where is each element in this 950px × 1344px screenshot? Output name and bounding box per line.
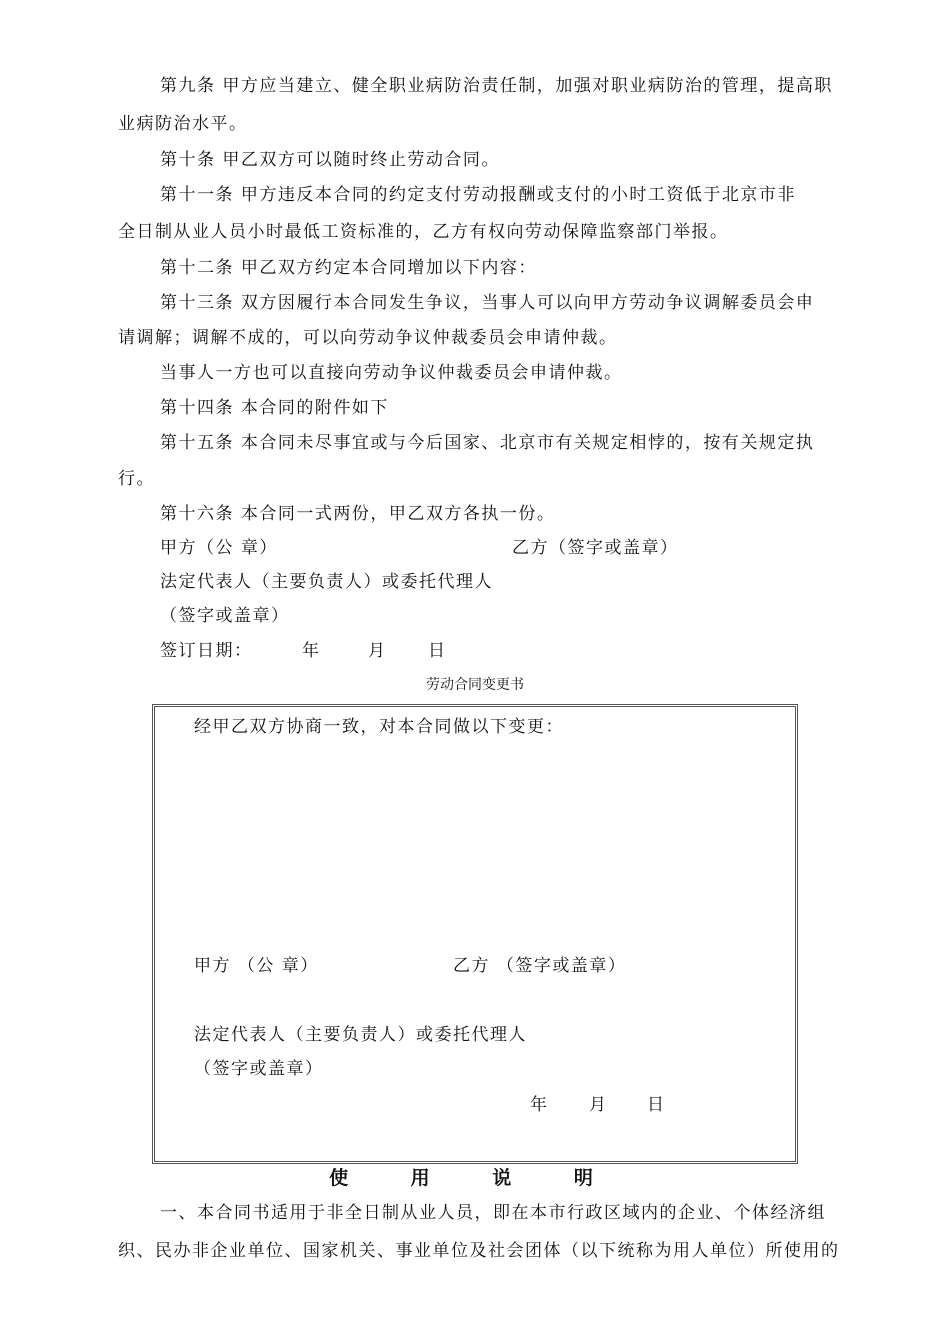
sign-or-seal: （签字或盖章）	[160, 606, 290, 626]
article-13-line-3: 当事人一方也可以直接向劳动争议仲裁委员会申请仲裁。	[160, 363, 623, 383]
article-16: 第十六条 本合同一式两份，甲乙双方各执一份。	[160, 504, 556, 524]
party-b-signature: 乙方（签字或盖章）	[512, 538, 679, 558]
article-11-line-1: 第十一条 甲方违反本合同的约定支付劳动报酬或支付的小时工资低于北京市非	[160, 185, 796, 205]
article-10: 第十条 甲乙双方可以随时终止劳动合同。	[160, 150, 500, 170]
article-9-line-1: 第九条 甲方应当建立、健全职业病防治责任制，加强对职业病防治的管理，提高职	[160, 76, 833, 96]
instructions-heading: 使 用 说 明	[329, 1167, 621, 1189]
article-13-line-1: 第十三条 双方因履行本合同发生争议，当事人可以向甲方劳动争议调解委员会申	[160, 293, 815, 313]
article-15-line-2: 行。	[118, 469, 155, 489]
signing-day: 日	[428, 641, 447, 661]
change-form-sign-or-seal: （签字或盖章）	[194, 1059, 324, 1079]
instructions-p1-line-1: 一、本合同书适用于非全日制从业人员，即在本市行政区域内的企业、个体经济组	[160, 1203, 826, 1223]
change-form-day: 日	[647, 1095, 666, 1115]
change-form-title: 劳动合同变更书	[426, 677, 524, 693]
article-13-line-2: 请调解；调解不成的，可以向劳动争议仲裁委员会申请仲裁。	[118, 328, 618, 348]
signing-year: 年	[302, 641, 321, 661]
change-form-year: 年	[530, 1095, 549, 1115]
legal-representative: 法定代表人（主要负责人）或委托代理人	[160, 572, 493, 592]
change-form-party-a: 甲方 （公 章）	[194, 956, 319, 976]
change-form-month: 月	[589, 1095, 608, 1115]
change-form-box	[152, 704, 798, 1164]
party-a-seal: 甲方（公 章）	[160, 538, 278, 558]
instructions-p1-line-2: 织、民办非企业单位、国家机关、事业单位及社会团体（以下统称为用人单位）所使用的	[118, 1241, 840, 1261]
change-form-party-b: 乙方 （签字或盖章）	[453, 956, 627, 976]
article-11-line-2: 全日制从业人员小时最低工资标准的，乙方有权向劳动保障监察部门举报。	[118, 222, 729, 242]
article-15-line-1: 第十五条 本合同未尽事宜或与今后国家、北京市有关规定相悖的，按有关规定执	[160, 433, 815, 453]
article-14: 第十四条 本合同的附件如下	[160, 398, 389, 418]
article-9-line-2: 业病防治水平。	[118, 114, 248, 134]
article-12: 第十二条 甲乙双方约定本合同增加以下内容：	[160, 258, 537, 278]
signing-month: 月	[368, 641, 387, 661]
signing-date-label: 签订日期：	[160, 641, 253, 661]
change-form-legal-rep: 法定代表人（主要负责人）或委托代理人	[194, 1025, 527, 1045]
change-form-intro: 经甲乙双方协商一致，对本合同做以下变更：	[194, 717, 564, 737]
